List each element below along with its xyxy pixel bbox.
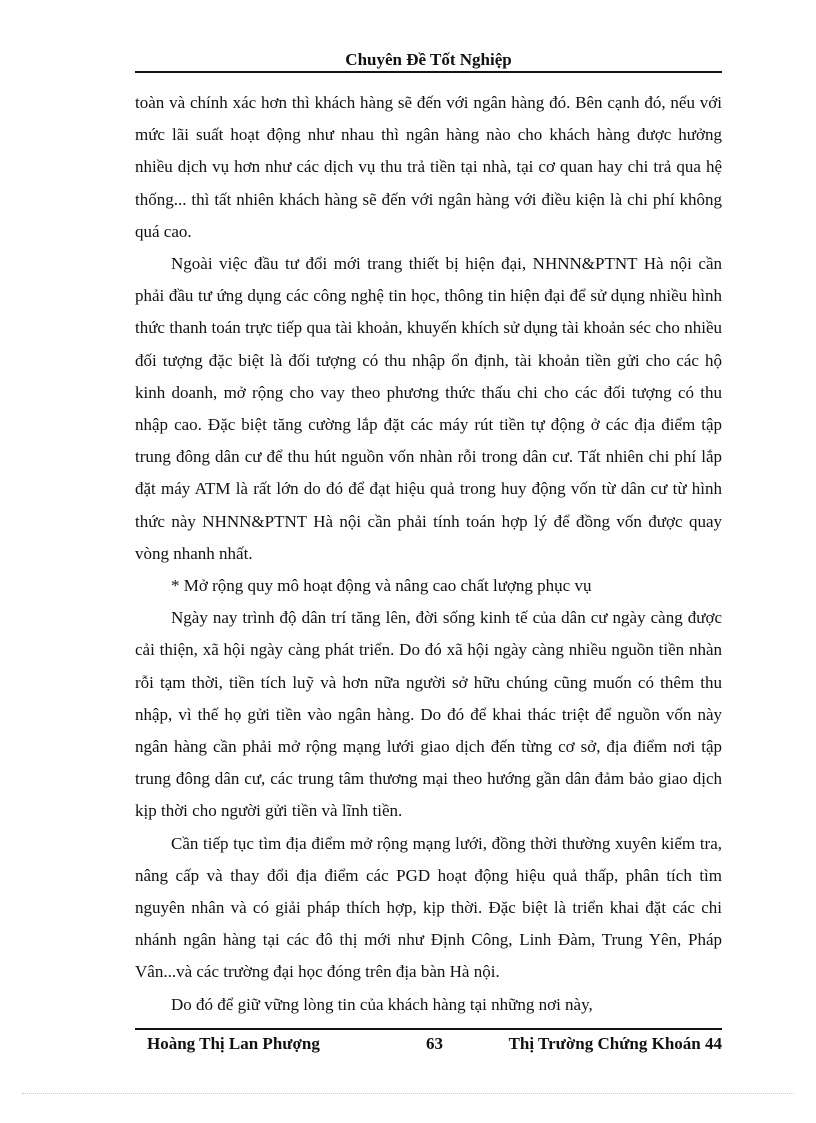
- page-edge-line: [22, 1093, 794, 1094]
- section-heading-expand-scale: * Mở rộng quy mô hoạt động và nâng cao chất lượng phục vụ: [171, 576, 592, 596]
- footer-author: Hoàng Thị Lan Phượng: [147, 1034, 320, 1053]
- paragraph-equipment-investment: Ngoài việc đầu tư đổi mới trang thiết bị hiện đại, NHNN&PTNT Hà nội cần phải đầu tư ứng dụng các công nghệ tin học, thông tin hiện đại để sử dụng nhiều hình thức thanh toán trực tiếp qua tài khoản, khuyến khích sử dụng tài khoản séc cho nhiều đối tượng đặc biệt là đối tượng có thu nhập ổn định, tài khoản tiền gửi cho các hộ kinh doanh, mở rộng cho vay theo phương thức thấu chi cho các đối tượng có thu nhập cao. Đặc biệt tăng cường lắp đặt các máy rút tiền tự động ở các địa điểm tập trung đông dân cư để thu hút nguồn vốn nhàn rỗi trong dân cư. Tất nhiên chi phí lắp đặt máy ATM là rất lớn do đó để đạt hiệu quả trong huy động vốn từ dân cư từ hình thức này NHNN&PTNT Hà nội cần phải tính toán hợp lý để đồng vốn được quay vòng nhanh nhất.: [135, 254, 722, 563]
- paragraph-network-expansion: Cần tiếp tục tìm địa điểm mở rộng mạng lưới, đồng thời thường xuyên kiểm tra, nâng cấp và thay đổi địa điểm các PGD hoạt động hiệu quả thấp, phân tích tìm nguyên nhân và có giải pháp thích hợp, kịp thời. Đặc biệt là triển khai đặt các chi nhánh ngân hàng tại các đô thị mới như Định Công, Linh Đàm, Trung Yên, Pháp Vân...và các trường đại học đóng trên địa bàn Hà nội.: [135, 833, 722, 982]
- footer-page-number: 63: [426, 1034, 443, 1053]
- footer-divider: [135, 1028, 722, 1030]
- page-header-title: Chuyên Đề Tốt Nghiệp: [345, 50, 512, 69]
- document-body: [135, 87, 722, 1021]
- header-divider: [135, 71, 722, 73]
- paragraph-continuation: toàn và chính xác hơn thì khách hàng sẽ đến với ngân hàng đó. Bên cạnh đó, nếu với mức lãi suất hoạt động như nhau thì ngân hàng nào cho khách hàng được hưởng nhiều dịch vụ hơn như các dịch vụ thu trả tiền tại nhà, tại cơ quan hay chi trả qua hệ thống... thì tất nhiên khách hàng sẽ đến với ngân hàng với điều kiện là chi phí không quá cao.: [135, 93, 722, 241]
- footer-topic: Thị Trường Chứng Khoán 44: [508, 1034, 722, 1053]
- paragraph-customer-trust: Do đó để giữ vững lòng tin của khách hàng tại những nơi này,: [171, 994, 593, 1014]
- paragraph-living-standards: Ngày nay trình độ dân trí tăng lên, đời sống kinh tế của dân cư ngày càng được cải thiện, xã hội ngày càng phát triển. Do đó xã hội ngày càng nhiều nguồn tiền nhàn rỗi tạm thời, tiền tích luỹ và hơn nữa người sở hữu chúng cũng muốn có thêm thu nhập, vì thế họ gửi tiền vào ngân hàng. Do đó để khai thác triệt để nguồn vốn này ngân hàng cần phải mở rộng mạng lưới giao dịch đến từng cơ sở, địa điểm nơi tập trung đông dân cư, các trung tâm thương mại theo hướng gần dân đảm bảo giao dịch kịp thời cho người gửi tiền và lĩnh tiền.: [135, 608, 722, 821]
